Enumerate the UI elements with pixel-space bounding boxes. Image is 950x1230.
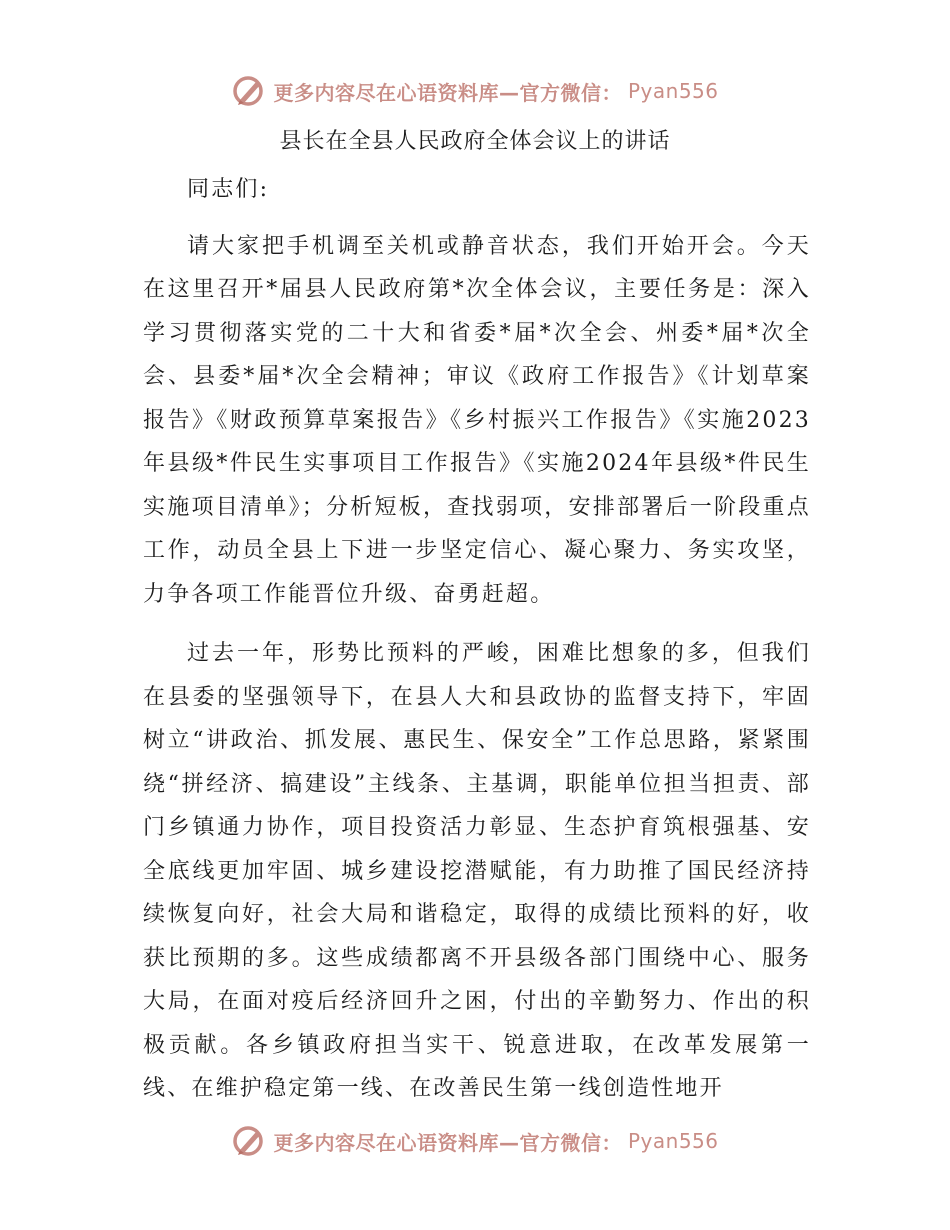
writing-pen-logo-icon xyxy=(231,1124,267,1158)
document-title: 县长在全县人民政府全体会议上的讲话 xyxy=(279,129,671,154)
salutation: 同志们: xyxy=(187,177,270,202)
watermark-wechat-id: Pyan556 xyxy=(627,1129,719,1153)
paragraph: 请大家把手机调至关机或静音状态，我们开始开会。今天在这里召开*届县人民政府第*次全体会议，主要任务是：深入学习贯彻落实党的二十大和省委*届*次全会、州委*届*次全会、县委*届*次全会精神；审议《政府工作报告》《计划草案报告》《财政预算草案报告》《乡村振兴工作报告》《实施2023年县级*件民生实事项目工作报告》《实施2024年县级*件民生实施项目清单》；分析短板，查找弱项，安排部署后一阶段重点工作，动员全县上下进一步坚定信心、凝心聚力、务实攻坚，力争各项工作能晋位升级、奋勇赶超。 xyxy=(143,233,811,607)
document-body xyxy=(143,168,811,1127)
watermark-text: 更多内容尽在心语资料库—官方微信： xyxy=(273,1130,622,1155)
writing-pen-logo-icon xyxy=(231,74,267,108)
watermark-header xyxy=(0,74,950,108)
watermark-text: 更多内容尽在心语资料库—官方微信： xyxy=(273,80,622,105)
watermark-footer xyxy=(0,1124,950,1158)
watermark-wechat-id: Pyan556 xyxy=(627,79,719,103)
paragraph: 过去一年，形势比预料的严峻，困难比想象的多，但我们在县委的坚强领导下，在县人大和县政协的监督支持下，牢固树立“讲政治、抓发展、惠民生、保安全”工作总思路，紧紧围绕“拼经济、搞建设”主线条、主基调，职能单位担当担责、部门乡镇通力协作，项目投资活力彰显、生态护育筑根强基、安全底线更加牢固、城乡建设挖潜赋能，有力助推了国民经济持续恢复向好，社会大局和谐稳定，取得的成绩比预料的好，收获比预期的多。这些成绩都离不开县级各部门围绕中心、服务大局，在面对疫后经济回升之困，付出的辛勤努力、作出的积极贡献。各乡镇政府担当实干、锐意进取，在改革发展第一线、在维护稳定第一线、在改善民生第一线创造性地开 xyxy=(143,641,811,1101)
